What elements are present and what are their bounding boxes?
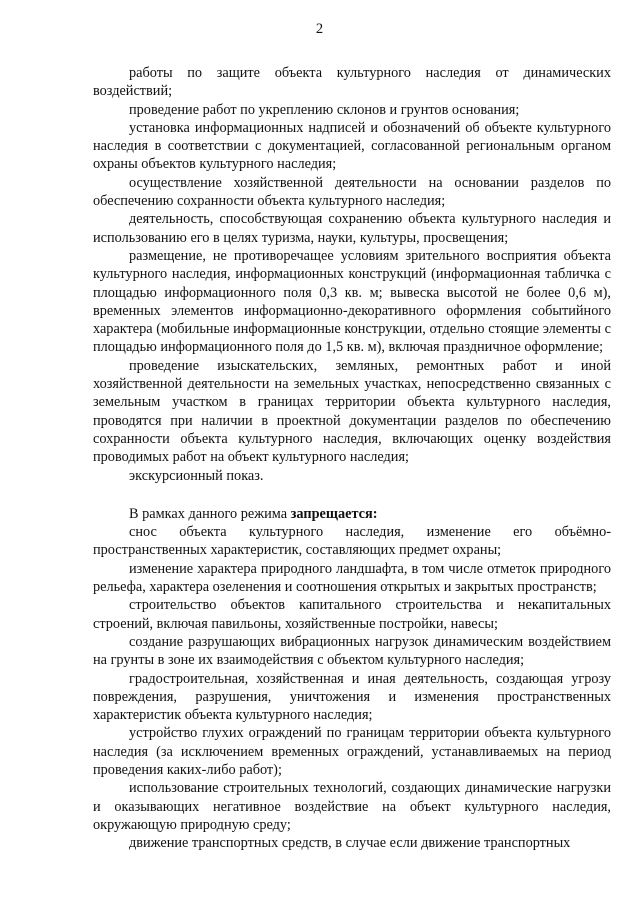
allowed-item: осуществление хозяйственной деятельности на основании разделов по обеспечению сохранности объекта культурного наследия; [93, 174, 611, 210]
page-number: 2 [315, 21, 324, 37]
allowed-item: размещение, не противоречащее условиям зрительного восприятия объекта культурного наследия, информационных конструкций (информационная табличка с площадью информационного поля 0,3 кв. м; вывеска высотой не более 0,6 м), временных элементов информационно-декоративного оформления событийного характера (мобильные информационные конструкции, отдельно стоящие элементы с площадью информационного поля до 1,5 кв. м), включая праздничное оформление; [93, 247, 611, 356]
allowed-item: экскурсионный показ. [129, 467, 264, 484]
allowed-item: установка информационных надписей и обозначений об объекте культурного наследия в соответствии с документацией, согласованной региональным органом охраны объектов культурного наследия; [93, 119, 611, 173]
prohibited-item: снос объекта культурного наследия, изменение его объёмно-пространственных характеристик, составляющих предмет охраны; [93, 524, 611, 559]
allowed-item: работы по защите объекта культурного наследия от динамических воздействий; [93, 65, 611, 100]
prohibited-heading [93, 505, 611, 523]
section-gap [93, 485, 611, 505]
document-body [93, 64, 611, 852]
prohibited-item: создание разрушающих вибрационных нагрузок динамическим воздействием на грунты в зоне их взаимодействия с объектом культурного наследия; [93, 633, 611, 669]
prohibited-item: градостроительная, хозяйственная и иная деятельность, создающая угрозу повреждения, разрушения, уничтожения и изменения пространственных характеристик объекта культурного наследия; [93, 670, 611, 724]
allowed-item: деятельность, способствующая сохранению объекта культурного наследия и использованию его в целях туризма, науки, культуры, просвещения; [93, 211, 611, 246]
allowed-item: проведение изыскательских, земляных, ремонтных работ и иной хозяйственной деятельности на земельных участках, непосредственно связанных с земельным участком в границах территории объекта культурного наследия, проводятся при наличии в проектной документации разделов по обеспечению сохранности объекта культурного наследия, включающих оценку воздействия проводимых работ на объект культурного наследия; [93, 357, 611, 466]
prohibited-item: строительство объектов капитального строительства и некапитальных строений, включая павильоны, хозяйственные постройки, навесы; [93, 597, 611, 632]
allowed-item: проведение работ по укреплению склонов и грунтов основания; [129, 101, 520, 118]
prohibited-item: использование строительных технологий, создающих динамические нагрузки и оказывающих негативное воздействие на объект культурного наследия, окружающую природную среду; [93, 780, 611, 833]
prohibited-keyword: запрещается: [290, 505, 378, 522]
prohibited-item: устройство глухих ограждений по границам территории объекта культурного наследия (за исключением временных ограждений, устанавливаемых на период проведения каких-либо работ); [93, 725, 611, 778]
prohibited-item: движение транспортных средств, в случае если движение транспортных [129, 835, 571, 852]
prohibited-intro: В рамках данного режима [129, 505, 291, 522]
prohibited-item: изменение характера природного ландшафта, в том числе отметок природного рельефа, характера озеленения и соотношения открытых и закрытых пространств; [93, 560, 611, 596]
